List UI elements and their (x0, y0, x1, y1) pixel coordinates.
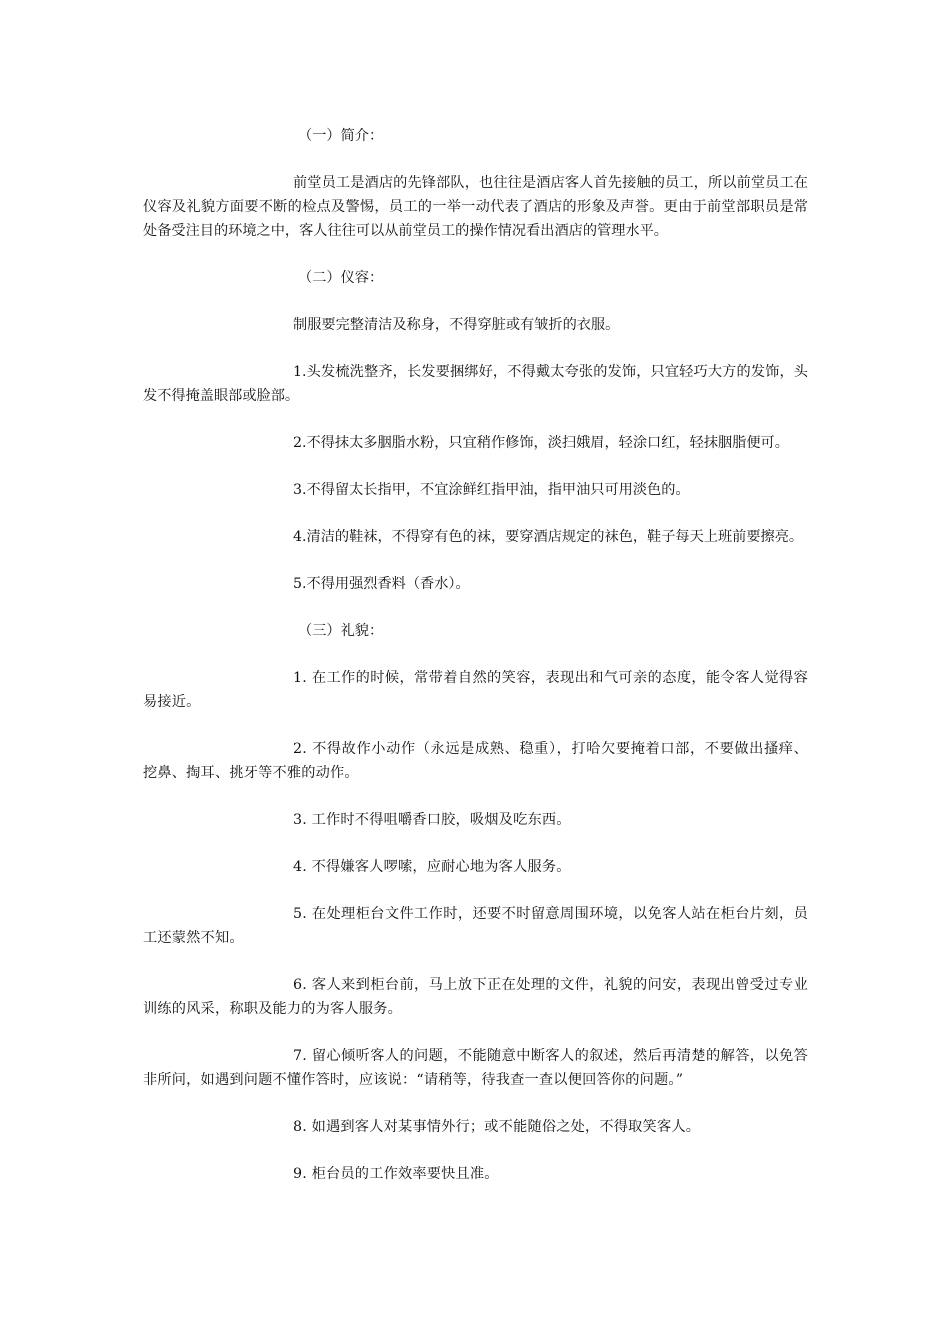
courtesy-item-4: 4. 不得嫌客人啰嗦，应耐心地为客人服务。 (293, 859, 571, 875)
appearance-item-1: 1.头发梳洗整齐，长发要捆绑好，不得戴太夸张的发饰，只宜轻巧大方的发饰，头发不得掩盖眼部或脸部。 (143, 364, 808, 404)
appearance-item-2: 2.不得抹太多胭脂水粉，只宜稍作修饰，淡扫娥眉，轻涂口红，轻抹胭脂便可。 (293, 435, 789, 451)
paragraph-uniform: 制服要完整清洁及称身，不得穿脏或有皱折的衣服。 (293, 317, 620, 333)
courtesy-item-5: 5. 在处理柜台文件工作时，还要不时留意周围环境，以免客人站在柜台片刻，员工还蒙然不知。 (143, 906, 808, 946)
courtesy-item-8: 8. 如遇到客人对某事情外行；或不能随俗之处，不得取笑客人。 (293, 1119, 701, 1135)
courtesy-item-9: 9. 柜台员的工作效率要快且准。 (293, 1166, 499, 1182)
courtesy-item-6: 6. 客人来到柜台前，马上放下正在处理的文件，礼貌的问安，表现出曾受过专业训练的风采，称职及能力的为客人服务。 (143, 977, 808, 1017)
appearance-item-4: 4.清洁的鞋袜，不得穿有色的袜，要穿酒店规定的袜色，鞋子每天上班前要擦亮。 (293, 529, 804, 545)
courtesy-item-2: 2. 不得故作小动作（永远是成熟、稳重），打哈欠要掩着口部，不要做出搔痒、挖鼻、掏耳、挑牙等不雅的动作。 (143, 741, 808, 781)
appearance-item-3: 3.不得留太长指甲，不宜涂鲜红指甲油，指甲油只可用淡色的。 (293, 482, 690, 498)
courtesy-item-7: 7. 留心倾听客人的问题，不能随意中断客人的叙述，然后再清楚的解答，以免答非所问，如遇到问题不懂作答时，应该说：“请稍等，待我查一查以便回答你的问题。” (143, 1048, 808, 1088)
courtesy-item-3: 3. 工作时不得咀嚼香口胶，吸烟及吃东西。 (293, 812, 571, 828)
appearance-item-5: 5.不得用强烈香料（香水）。 (293, 576, 470, 592)
paragraph-intro: 前堂员工是酒店的先锋部队，也往往是酒店客人首先接触的员工，所以前堂员工在仪容及礼貌方面要不断的检点及警惕，员工的一举一动代表了酒店的形象及声誉。更由于前堂部职员是常处备受注目的环境之中，客人往往可以从前堂员工的操作情况看出酒店的管理水平。 (143, 175, 808, 239)
courtesy-item-1: 1. 在工作的时候，常带着自然的笑容，表现出和气可亲的态度，能令客人觉得容易接近。 (143, 670, 808, 710)
section-heading-intro: （一）简介： (298, 128, 384, 144)
section-heading-courtesy: （三）礼貌： (298, 623, 384, 639)
document-body (143, 124, 808, 1209)
section-heading-appearance: （二）仪容： (298, 270, 384, 286)
